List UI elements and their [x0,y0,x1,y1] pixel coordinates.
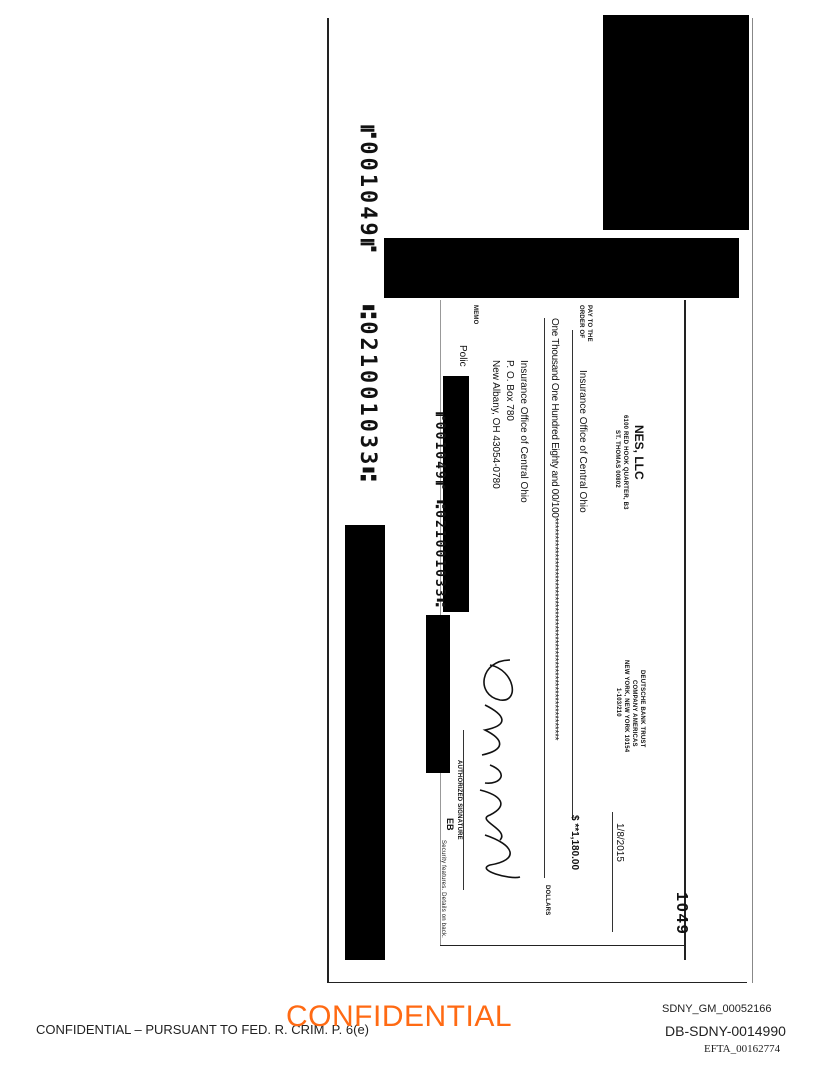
payee-address-1: Insurance Office of Central Ohio [518,360,529,503]
payer-address-1: 6100 RED HOOK QUARTER, B3 [622,415,628,510]
footer-confidential-notice: CONFIDENTIAL – PURSUANT TO FED. R. CRIM. P. 6(e) [36,1022,370,1037]
redaction-signature-left [426,615,450,773]
signature-label: AUTHORIZED SIGNATURE [456,760,462,840]
bates-number-1: SDNY_GM_00052166 [662,1003,772,1015]
amount-figures: $ **1,180.00 [569,815,580,871]
outer-micr-routing: ⑆021001033⑆ [355,305,380,484]
outer-micr-check-number: ⑈001049⑈ [355,125,380,255]
payee-address-3: New Albany, OH 43054-0780 [490,360,501,489]
confidential-stamp: CONFIDENTIAL [286,1000,513,1033]
date-underline [612,812,613,932]
dollars-label: DOLLARS [544,885,550,916]
memo-label: MEMO [472,305,478,325]
amount-underline [544,318,545,878]
payer-name: NES, LLC [632,425,646,480]
check-border-bottom [440,945,685,946]
pay-to-label-2: ORDER OF [578,305,584,339]
check-micr-line: ⑈001049⑈ ⑆021001033⑆ [432,412,447,609]
pay-to-label-1: PAY TO THE [586,305,592,342]
scan-border-right [752,18,753,983]
bank-name-3: NEW YORK, NEW YORK 10154 [623,660,629,753]
redaction-band [384,238,739,298]
amount-words: One Thousand One Hundred Eighty and 00/100************************************************************** [549,318,560,741]
signature-line [463,730,464,890]
scan-border-bottom [327,982,747,983]
check-border-right [684,300,686,960]
bank-routing: 1-103/210 [615,688,621,717]
bank-name-2: COMPANY AMERICAS [631,680,637,747]
payee-name: Insurance Office of Central Ohio [577,370,588,513]
bates-number-3: EFTA_00162774 [704,1043,781,1055]
bank-name-1: DEUTSCHE BANK TRUST [639,670,645,748]
redaction-lower-left [345,525,385,960]
check-date: 1/8/2015 [614,823,625,862]
security-note: Security features. Details on back. [440,840,446,939]
redaction-top-right [603,15,749,230]
payer-address-2: ST. THOMAS 00802 [614,430,620,488]
payee-address-2: P. O. Box 780 [504,360,515,421]
bates-number-2: DB-SDNY-0014990 [665,1023,786,1039]
security-logo: EB [445,818,455,831]
scan-border-left [327,18,329,983]
payee-underline [572,330,573,820]
signature-image [470,655,530,885]
check-number: 1049 [673,892,690,936]
memo-text: Polic [457,345,468,367]
